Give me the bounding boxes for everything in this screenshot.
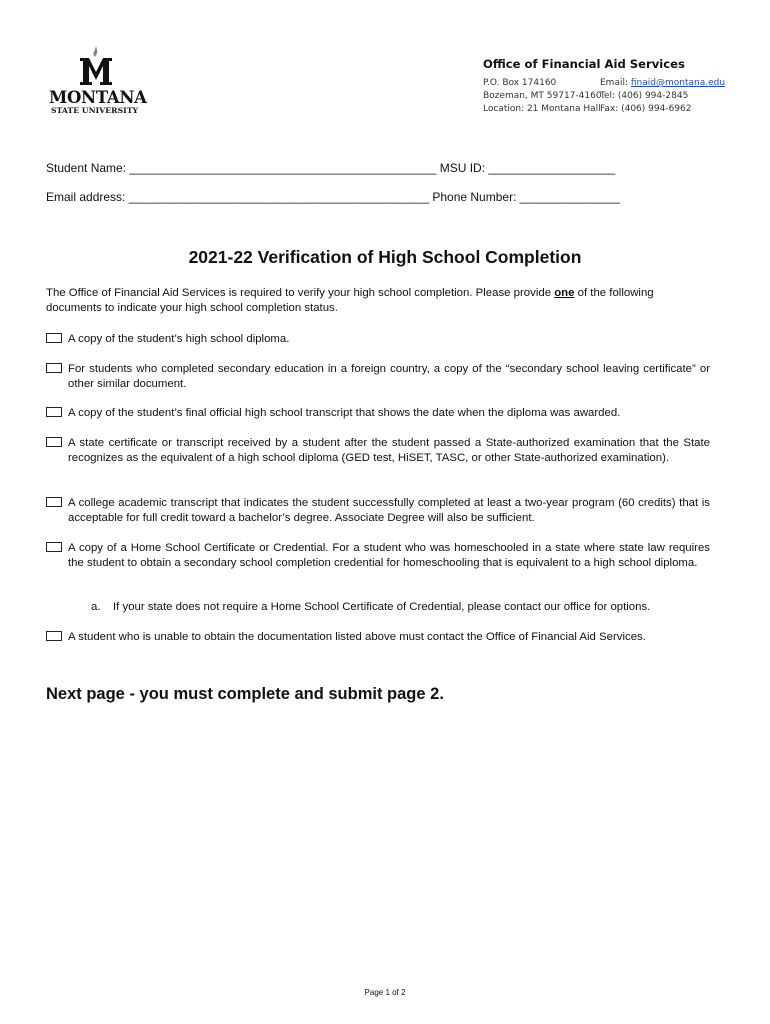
option-home-school	[46, 541, 710, 571]
intro-text-end: of the following documents to indicate your high school completion status.	[46, 287, 654, 314]
next-page-notice: Next page - you must complete and submit page 2.	[46, 685, 444, 703]
email-link[interactable]: finaid@montana.edu	[630, 78, 726, 88]
option-text: A copy of a Home School Certificate or Credential. For a student who was homeschooled in a state where state law requires the student to obtain a secondary school completion credential for homeschooling that is equivalent to a high school diploma.	[68, 542, 710, 569]
checkbox[interactable]	[46, 542, 62, 552]
option-text: A student who is unable to obtain the documentation listed above must contact the Office of Financial Aid Services.	[68, 631, 646, 643]
option-college-transcript	[46, 496, 710, 526]
office-tel: Tel: (406) 994-2845	[600, 91, 689, 101]
checkbox[interactable]	[46, 437, 62, 447]
option-text: For students who completed secondary education in a foreign country, a copy of the “secondary school leaving certificate” or other similar document.	[68, 363, 710, 390]
option-diploma	[46, 332, 710, 347]
office-row-2	[483, 90, 743, 103]
msu-logo	[46, 46, 146, 122]
home-school-subitem	[91, 600, 711, 615]
intro-paragraph	[46, 286, 712, 316]
checkbox[interactable]	[46, 631, 62, 641]
subitem-marker: a.	[91, 601, 101, 613]
checkbox[interactable]	[46, 407, 62, 417]
office-contact	[483, 57, 743, 116]
office-fax: Fax: (406) 994-6962	[600, 104, 692, 114]
option-text: A state certificate or transcript received by a student after the student passed a State-authorized examination that the State recognizes as the equivalent of a high school diploma (GED test, HiSET, TASC, or other State-authorized examination).	[68, 437, 710, 464]
logo-subtitle: STATE UNIVERSITY	[51, 106, 139, 115]
msu-m-icon	[78, 46, 114, 86]
option-text: A copy of the student’s high school diploma.	[68, 333, 290, 345]
office-address-2: Bozeman, MT 59717-4160	[483, 91, 602, 101]
option-text: A college academic transcript that indicates the student successfully completed at least a two-year program (60 credits) that is acceptable for full credit toward a bachelor’s degree. Associate Degree will also be sufficient.	[68, 497, 710, 524]
office-address-1: P.O. Box 174160	[483, 78, 557, 88]
office-title: Office of Financial Aid Services	[483, 57, 685, 71]
checkbox[interactable]	[46, 333, 62, 343]
logo-wordmark: MONTANA	[49, 88, 147, 107]
page-number: Page 1 of 2	[364, 988, 406, 997]
option-state-exam	[46, 436, 710, 466]
office-email	[600, 77, 725, 90]
option-transcript	[46, 406, 710, 421]
option-foreign-certificate	[46, 362, 710, 392]
intro-text-start: The Office of Financial Aid Services is required to verify your high school completion. Please provide	[46, 287, 555, 299]
office-row-3	[483, 103, 743, 116]
subitem-text: If your state does not require a Home School Certificate of Credential, please contact our office for options.	[113, 601, 651, 613]
office-row-1	[483, 77, 743, 90]
option-contact-office	[46, 630, 710, 645]
option-text: A copy of the student’s final official high school transcript that shows the date when the diploma was awarded.	[68, 407, 621, 419]
checkbox[interactable]	[46, 497, 62, 507]
email-label: Email:	[600, 78, 629, 88]
intro-emphasis: one	[554, 287, 575, 299]
page-title: 2021-22 Verification of High School Completion	[188, 247, 582, 267]
email-phone-field[interactable]: Email address: _____________________________________________ Phone Number: _______________	[46, 190, 620, 204]
checkbox[interactable]	[46, 363, 62, 373]
office-address-3: Location: 21 Montana Hall	[483, 104, 601, 114]
student-name-field[interactable]: Student Name: ______________________________________________ MSU ID: ___________________	[46, 161, 616, 175]
